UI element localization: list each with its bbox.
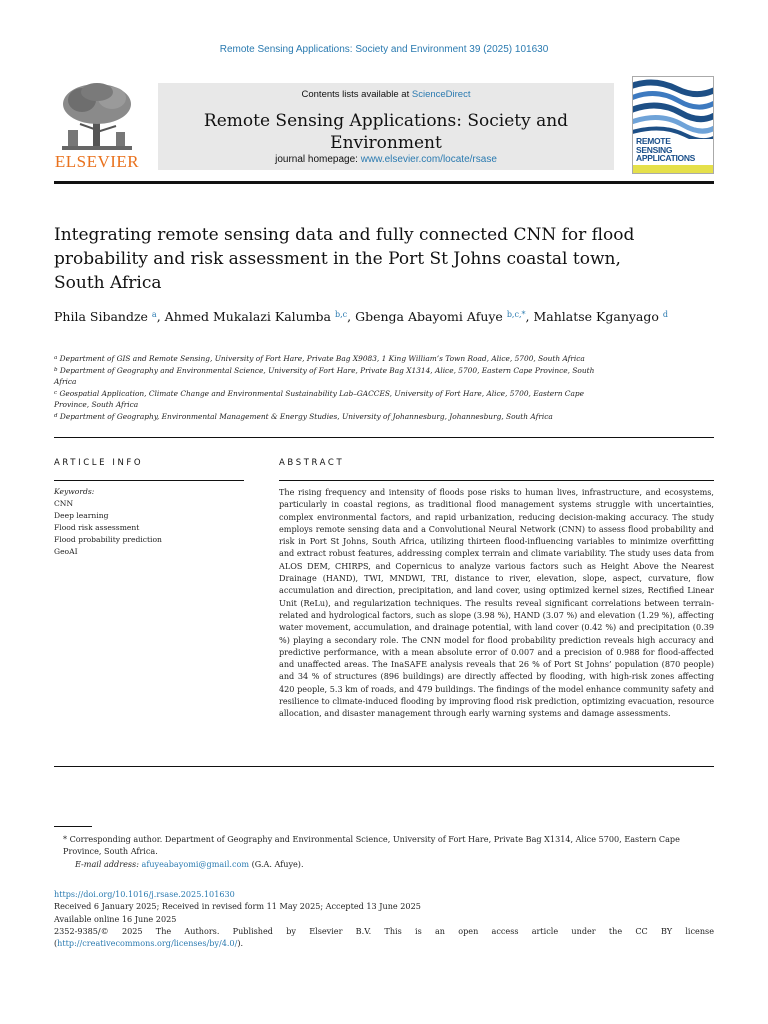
corresponding-author-note: * Corresponding author. Department of Geography and Environmental Science, University of Fort Hare, Private Bag X1314, Alice 5700, Eastern Cape Province, South Africa. <box>63 834 680 857</box>
journal-banner <box>158 83 614 170</box>
journal-reference[interactable]: Remote Sensing Applications: Society and Environment 39 (2025) 101630 <box>219 44 549 55</box>
keywords-label: Keywords: <box>54 487 95 496</box>
email-suffix: (G.A. Afuye). <box>251 858 304 869</box>
article-info-rule <box>54 480 244 481</box>
author[interactable]: Ahmed Mukalazi Kalumba $^{b,c}$, <box>164 309 352 324</box>
homepage-prefix: journal homepage: <box>275 154 358 165</box>
footnotes <box>54 833 714 870</box>
homepage-line <box>158 154 614 165</box>
homepage-link[interactable]: www.elsevier.com/locate/rsase <box>360 154 497 165</box>
email-label: E-mail address: <box>75 858 139 869</box>
affiliation: $^b$ Department of Geography and Environmental Science, University of Fort Hare, Private Bag X1314, Alice, 5700, Eastern Cape Province, South Africa <box>54 366 595 386</box>
contents-prefix: Contents lists available at <box>301 89 410 100</box>
license-link[interactable]: http://creativecommons.org/licenses/by/4.0/ <box>57 938 238 949</box>
abstract-heading: ABSTRACT <box>279 458 345 468</box>
author[interactable]: Gbenga Abayomi Afuye $^{b,c,*}$, <box>355 309 530 324</box>
keyword: GeoAI <box>54 547 78 556</box>
masthead-rule <box>54 181 714 184</box>
affiliation: $^d$ Department of Geography, Environmental Management & Energy Studies, University of Johannesburg, Johannesburg, South Africa <box>54 412 553 421</box>
article-title: Integrating remote sensing data and fully connected CNN for flood probability and risk assessment in the Port St Johns coastal town, South Africa <box>54 225 635 293</box>
email-link[interactable]: afuyeabayomi@gmail.com <box>141 858 250 869</box>
journal-title: Remote Sensing Applications: Society and Environment <box>203 111 569 153</box>
journal-cover[interactable] <box>632 76 714 174</box>
abstract-text: The rising frequency and intensity of floods pose risks to human lives, infrastructure, and ecosystems, particularly in coastal regions, as traditional flood management systems struggle with uncertainties, complex environmental factors, and rapid urbanization, reducing decision-making accuracy. The study employs remote sensing data and a Convolutional Neural Network (CNN) to assess flood probability and risk in Port St Johns, South Africa, utilizing thirteen flood-influencing variables to minimize overfitting and extract robust features, addressing complex terrain and climate variability. The study uses data from ALOS DEM, CHIRPS, and Copernicus to analyze various factors such as Height Above the Nearest Drainage (HAND), TWI, MNDWI, TRI, distance to river, elevation, slope, aspect, curvature, flow accumulation and direction, precipitation, and land cover, using optimized kernel sizes, Rectified Linear Unit (ReLu), and regularization techniques. The results reveal significant correlations between terrain-related and hydrological factors, such as slope (3.98 %), HAND (3.07 %) and elevation (1.29 %), affecting water movement, accumulation, and drainage potential, with land cover (0.42 %) and precipitation (0.39 %) playing a secondary role. The CNN model for flood probability prediction reveals high accuracy and predictive performance, with a mean absolute error of 0.007 and a precision of 0.988 for flood-affected and unaffected areas. The InaSAFE analysis reveals that 26 % of Port St Johns’ population (870 people) and 34 % of structures (896 buildings) are directly affected by flooding, with high-risk zones affecting 420 people, 5.3 km of roads, and 479 buildings. The findings of the model enhance community safety and resilience to climate-induced flooding by improving flood risk prediction, optimizing evacuation, resource allocation, and disaster management through early warning systems and damage assessments. <box>279 487 714 719</box>
abstract-rule <box>279 480 714 481</box>
keyword: CNN <box>54 499 74 508</box>
doi-link[interactable]: https://doi.org/10.1016/j.rsase.2025.101630 <box>54 889 235 899</box>
affiliation: $^c$ Geospatial Application, Climate Change and Environmental Sustainability Lab–GACCES, University of Fort Hare, Alice, 5700, Eastern Cape Province, South Africa <box>54 389 584 409</box>
author[interactable]: Mahlatse Kganyago $^d$ <box>533 309 669 324</box>
email-line <box>54 858 714 870</box>
elsevier-wordmark: ELSEVIER <box>54 152 140 171</box>
abstract-bottom-rule <box>54 766 714 767</box>
cover-title: REMOTE SENSING APPLICATIONS <box>636 136 696 163</box>
license-link-line: (http://creativecommons.org/licenses/by/4.0/). <box>54 938 244 949</box>
cover-wave-art-icon <box>633 77 714 139</box>
elsevier-logo[interactable] <box>54 80 140 178</box>
online-date: Available online 16 June 2025 <box>54 913 177 924</box>
article-info-heading: ARTICLE INFO <box>54 458 144 468</box>
keyword: Flood risk assessment <box>54 523 140 532</box>
affiliations <box>54 353 606 423</box>
masthead <box>54 76 714 180</box>
history-dates: Received 6 January 2025; Received in revised form 11 May 2025; Accepted 13 June 2025 <box>54 901 421 912</box>
footnote-rule <box>54 826 92 827</box>
section-divider <box>54 437 714 438</box>
contents-line <box>158 89 614 100</box>
sciencedirect-link[interactable]: ScienceDirect <box>411 89 471 100</box>
author[interactable]: Phila Sibandze $^a$, <box>54 309 161 324</box>
tree-icon <box>54 80 140 154</box>
keywords <box>54 486 244 558</box>
affiliation: $^a$ Department of GIS and Remote Sensing, University of Fort Hare, Private Bag X9083, 1 King William’s Town Road, Alice, 5700, South Africa <box>54 354 585 363</box>
keyword: Flood probability prediction <box>54 535 162 544</box>
author-list <box>54 307 694 326</box>
license-text: 2352-9385/© 2025 The Authors. Published by Elsevier B.V. This is an open access article under the CC BY license <box>54 925 714 936</box>
keyword: Deep learning <box>54 511 109 520</box>
publication-info <box>54 888 714 949</box>
cover-band <box>633 165 714 173</box>
